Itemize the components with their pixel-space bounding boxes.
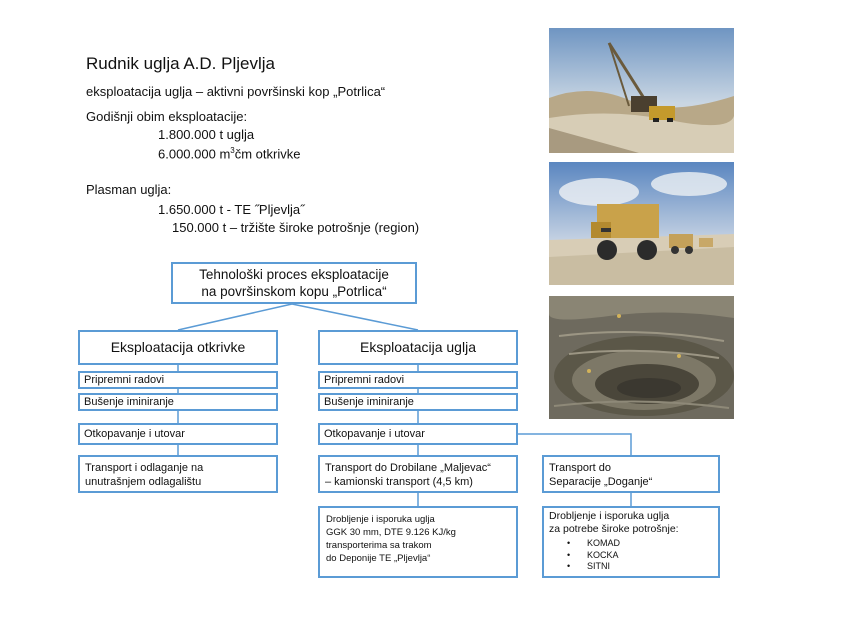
overburden-step-drilling: Bušenje iminiranje <box>78 393 278 411</box>
connector-process-to-overburden <box>178 304 292 330</box>
separation-transport-box: Transport do Separacije „Doganje“ <box>542 455 720 493</box>
connector-process-to-coal <box>292 304 418 330</box>
coal-step-excavation: Otkopavanje i utovar <box>318 423 518 445</box>
volume-coal: 1.800.000 t uglja <box>158 127 255 142</box>
overburden-transport-box: Transport i odlaganje na unutrašnjem odlagalištu <box>78 455 278 493</box>
product-item: • KOMAD <box>587 538 713 550</box>
coal-delivery-box: Drobljenje i isporuka uglja GGK 30 mm, DTE 9.126 KJ/kg transporterima sa trakom do Deponije TE „Pljevlja“ <box>318 506 518 578</box>
volume-label: Godišnji obim eksploatacije: <box>86 109 248 124</box>
separation-delivery-box: Drobljenje i isporuka uglja za potrebe široke potrošnje: • KOMAD • KOCKA • SITNI <box>542 506 720 578</box>
coal-heading-box <box>318 330 518 365</box>
overburden-heading: Eksploatacija otkrivke <box>110 339 246 355</box>
process-title-line1: Tehnološki proces eksploatacije <box>199 267 389 282</box>
product-item: • SITNI <box>587 561 713 573</box>
process-title-box <box>171 262 417 304</box>
sales-line-te: 1.650.000 t - TE ˝Pljevlja˝ <box>158 202 305 217</box>
page-subtitle: eksploatacija uglja – aktivni površinski kop „Potrlica“ <box>86 84 386 99</box>
coal-heading: Eksploatacija uglja <box>360 339 476 355</box>
page-title: Rudnik uglja A.D. Pljevlja <box>86 54 275 73</box>
open-pit-photo <box>549 296 734 419</box>
product-list <box>549 538 713 573</box>
coal-step-preparation: Pripremni radovi <box>318 371 518 389</box>
volume-overburden: 6.000.000 $m^3čm$ otkrivke <box>158 146 301 162</box>
overburden-step-excavation: Otkopavanje i utovar <box>78 423 278 445</box>
coal-step-drilling: Bušenje iminiranje <box>318 393 518 411</box>
process-title-line2: na površinskom kopu „Potrlica“ <box>201 284 387 299</box>
product-item: • KOCKA <box>587 550 713 562</box>
coal-transport-box: Transport do Drobilane „Maljevac“ – kamionski transport (4,5 km) <box>318 455 518 493</box>
overburden-step-preparation: Pripremni radovi <box>78 371 278 389</box>
sales-label: Plasman uglja: <box>86 182 172 197</box>
overburden-heading-box <box>78 330 278 365</box>
sales-line-region: 150.000 t – tržište široke potrošnje (region) <box>172 220 420 235</box>
connector-to-separation <box>517 434 631 455</box>
excavator-photo <box>549 28 734 153</box>
dump-truck-photo <box>549 162 734 285</box>
